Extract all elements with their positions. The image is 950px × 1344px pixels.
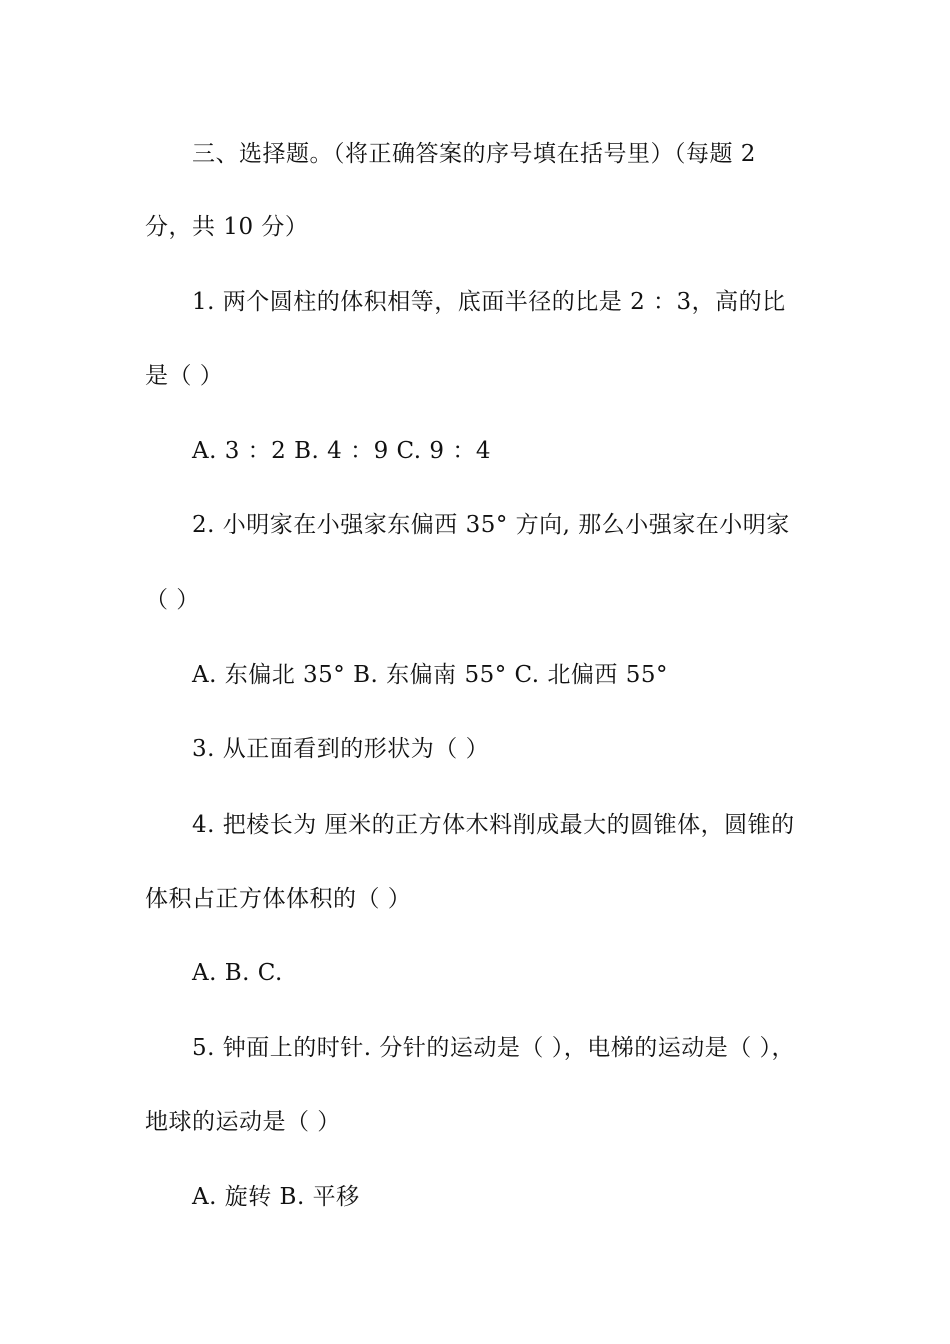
question-4-options: A. B. C. — [192, 960, 283, 986]
question-1-stem-line-2: 是（ ） — [145, 363, 224, 389]
section-heading-line-1: 三、选择题。（将正确答案的序号填在括号里）（每题 2 — [192, 141, 756, 167]
question-4-stem-line-1: 4. 把棱长为 厘米的正方体木料削成最大的圆锥体，圆锥的 — [192, 812, 795, 838]
question-5-options: A. 旋转 B. 平移 — [192, 1184, 360, 1210]
question-2-stem-line-1: 2. 小明家在小强家东偏西 35° 方向, 那么小强家在小明家 — [192, 512, 790, 538]
question-5-stem-line-1: 5. 钟面上的时针. 分针的运动是（ ），电梯的运动是（ ）， — [192, 1035, 795, 1061]
section-heading-line-2: 分，共 10 分） — [145, 214, 309, 240]
question-3-stem-line-1: 3. 从正面看到的形状为（ ） — [192, 736, 490, 762]
question-5-stem-line-2: 地球的运动是（ ） — [145, 1109, 341, 1135]
question-1-stem-line-1: 1. 两个圆柱的体积相等，底面半径的比是 2 ：3，高的比 — [192, 289, 786, 315]
question-2-options: A. 东偏北 35° B. 东偏南 55° C. 北偏西 55° — [192, 662, 669, 688]
question-1-options: A. 3 ：2 B. 4 ：9 C. 9 ：4 — [192, 438, 492, 464]
question-4-stem-line-2: 体积占正方体体积的（ ） — [145, 886, 412, 912]
question-2-stem-line-2: （ ） — [145, 587, 200, 613]
